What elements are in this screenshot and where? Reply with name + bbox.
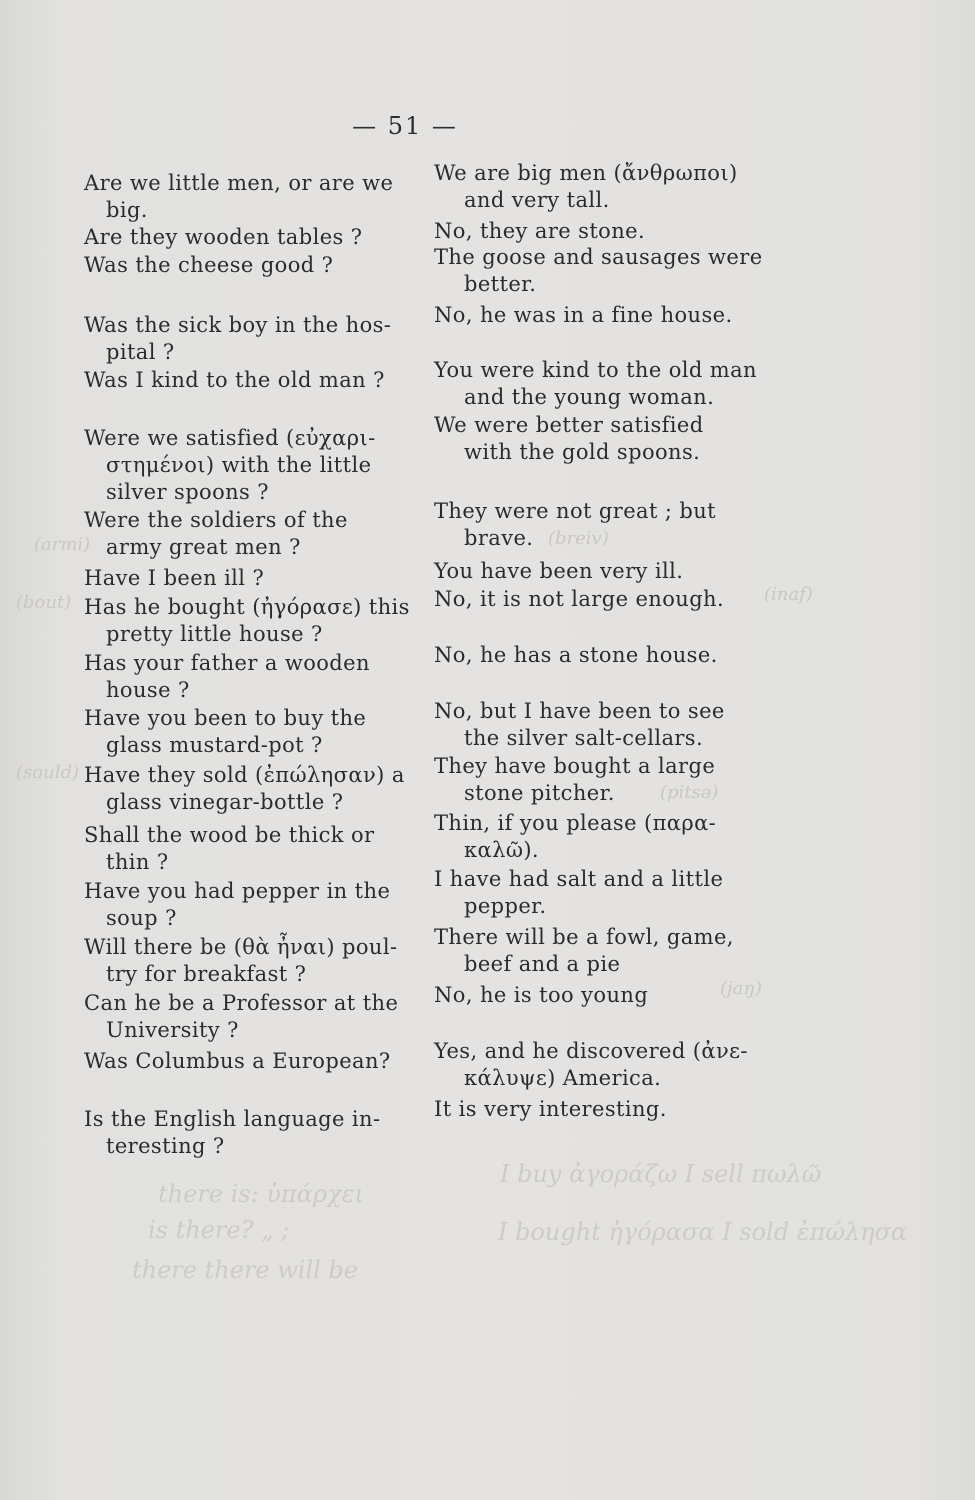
answer-line: beef and a pie <box>464 952 621 976</box>
question-line: Were the soldiers of the <box>84 508 348 532</box>
question-item <box>84 367 429 394</box>
answer-line: You have been very ill. <box>434 559 684 583</box>
answer-line: No, it is not large enough. <box>434 587 725 611</box>
answer-line: No, he is too young <box>434 983 649 1007</box>
answer-line: and very tall. <box>464 188 610 212</box>
margin-note-sold: (sould) <box>16 762 79 783</box>
question-line: Is the English language in- <box>84 1107 381 1131</box>
question-item <box>84 565 429 592</box>
question-line: soup ? <box>106 906 177 930</box>
question-line: Has your father a wooden <box>84 651 370 675</box>
question-line: try for breakfast ? <box>106 962 307 986</box>
handwriting-line: I bought ἠγόρασα I sold ἐπώλησα <box>498 1218 908 1246</box>
margin-note-army: (armi) <box>34 534 91 555</box>
answer-line: Yes, and he discovered (ἀνε- <box>434 1039 748 1063</box>
question-line: Have I been ill ? <box>84 566 265 590</box>
question-item <box>84 594 429 648</box>
question-line: house ? <box>106 678 190 702</box>
answer-item <box>434 753 784 807</box>
handwriting-line: there is: ὑπάρχει <box>158 1180 364 1208</box>
question-item <box>84 990 429 1044</box>
question-line: pretty little house ? <box>106 622 323 646</box>
answer-line: with the gold spoons. <box>464 440 701 464</box>
handwriting-line: there there will be <box>132 1256 358 1284</box>
answer-item <box>434 1038 784 1092</box>
answer-item <box>434 1096 784 1123</box>
answer-line: We are big men (ἄνθρωποι) <box>434 161 738 185</box>
answer-line: They were not great ; but <box>434 499 717 523</box>
question-item <box>84 507 429 561</box>
question-item <box>84 878 429 932</box>
question-line: Are they wooden tables ? <box>84 225 363 249</box>
question-line: glass mustard-pot ? <box>106 733 323 757</box>
question-line: teresting ? <box>106 1134 225 1158</box>
question-item <box>84 224 429 251</box>
question-line: thin ? <box>106 850 169 874</box>
question-item <box>84 252 429 279</box>
answer-line: the silver salt-cellars. <box>464 726 704 750</box>
margin-note-brave: (breiv) <box>548 528 609 549</box>
question-line: Was Columbus a European? <box>84 1049 391 1073</box>
question-line: big. <box>106 198 148 222</box>
answer-item <box>434 810 784 864</box>
answer-line: brave. <box>464 526 534 550</box>
question-line: Has he bought (ἠγόρασε) this <box>84 595 410 619</box>
question-line: University ? <box>106 1018 239 1042</box>
answer-item <box>434 218 784 245</box>
question-item <box>84 705 429 759</box>
answer-line: No, but I have been to see <box>434 699 725 723</box>
answer-line: No, they are stone. <box>434 219 646 243</box>
question-item <box>84 762 429 816</box>
question-item <box>84 822 429 876</box>
answer-line: No, he was in a fine house. <box>434 303 733 327</box>
question-item <box>84 1048 429 1075</box>
question-line: Was the sick boy in the hos- <box>84 313 392 337</box>
answer-line: We were better satisfied <box>434 413 704 437</box>
answer-line: They have bought a large <box>434 754 716 778</box>
answer-line: stone pitcher. <box>464 781 615 805</box>
answer-item <box>434 924 784 978</box>
answer-line: better. <box>464 272 537 296</box>
question-line: Was the cheese good ? <box>84 253 334 277</box>
question-line: silver spoons ? <box>106 480 269 504</box>
margin-note-bought: (bout) <box>16 592 72 613</box>
question-item <box>84 650 429 704</box>
answer-item <box>434 244 784 298</box>
question-item <box>84 170 429 224</box>
answer-item <box>434 412 784 466</box>
answer-line: The goose and sausages were <box>434 245 763 269</box>
question-line: Have they sold (ἐπώλησαν) a <box>84 763 405 787</box>
question-line: Was I kind to the old man ? <box>84 368 385 392</box>
answer-item <box>434 866 784 920</box>
answer-line: Thin, if you please (παρα- <box>434 811 717 835</box>
page-number: — 51 — <box>352 112 458 140</box>
handwriting-line: I buy ἀγοράζω I sell πωλῶ <box>500 1160 822 1188</box>
answer-line: pepper. <box>464 894 547 918</box>
question-line: pital ? <box>106 340 175 364</box>
answer-line: It is very interesting. <box>434 1097 667 1121</box>
margin-note-enough: (inaf) <box>764 584 813 605</box>
margin-note-pitcher: (pitsə) <box>660 782 719 803</box>
answer-line: There will be a fowl, game, <box>434 925 734 949</box>
answer-item <box>434 302 784 329</box>
answer-line: καλῶ). <box>464 838 540 862</box>
answer-line: I have had salt and a little <box>434 867 724 891</box>
question-line: Have you been to buy the <box>84 706 367 730</box>
answer-line: and the young woman. <box>464 385 715 409</box>
question-item <box>84 1106 429 1160</box>
question-line: army great men ? <box>106 535 301 559</box>
question-line: Will there be (θὰ ἦναι) poul- <box>84 935 398 959</box>
answer-line: No, he has a stone house. <box>434 643 718 667</box>
answer-item <box>434 642 784 669</box>
question-line: Are we little men, or are we <box>84 171 394 195</box>
question-item <box>84 425 429 506</box>
answer-item <box>434 160 784 214</box>
question-line: glass vinegar-bottle ? <box>106 790 344 814</box>
handwriting-line: is there? „ ; <box>148 1216 290 1244</box>
margin-note-young: (jaŋ) <box>720 978 762 999</box>
answer-line: You were kind to the old man <box>434 358 757 382</box>
question-line: Were we satisfied (εὐχαρι- <box>84 426 376 450</box>
answer-item <box>434 558 784 585</box>
question-line: Can he be a Professor at the <box>84 991 399 1015</box>
answer-item <box>434 698 784 752</box>
question-item <box>84 934 429 988</box>
question-line: Shall the wood be thick or <box>84 823 375 847</box>
question-line: Have you had pepper in the <box>84 879 391 903</box>
question-item <box>84 312 429 366</box>
answer-item <box>434 498 784 552</box>
answer-item <box>434 357 784 411</box>
question-line: στημένοι) with the little <box>106 453 372 477</box>
answer-item <box>434 586 784 613</box>
answer-line: κάλυψε) America. <box>464 1066 662 1090</box>
